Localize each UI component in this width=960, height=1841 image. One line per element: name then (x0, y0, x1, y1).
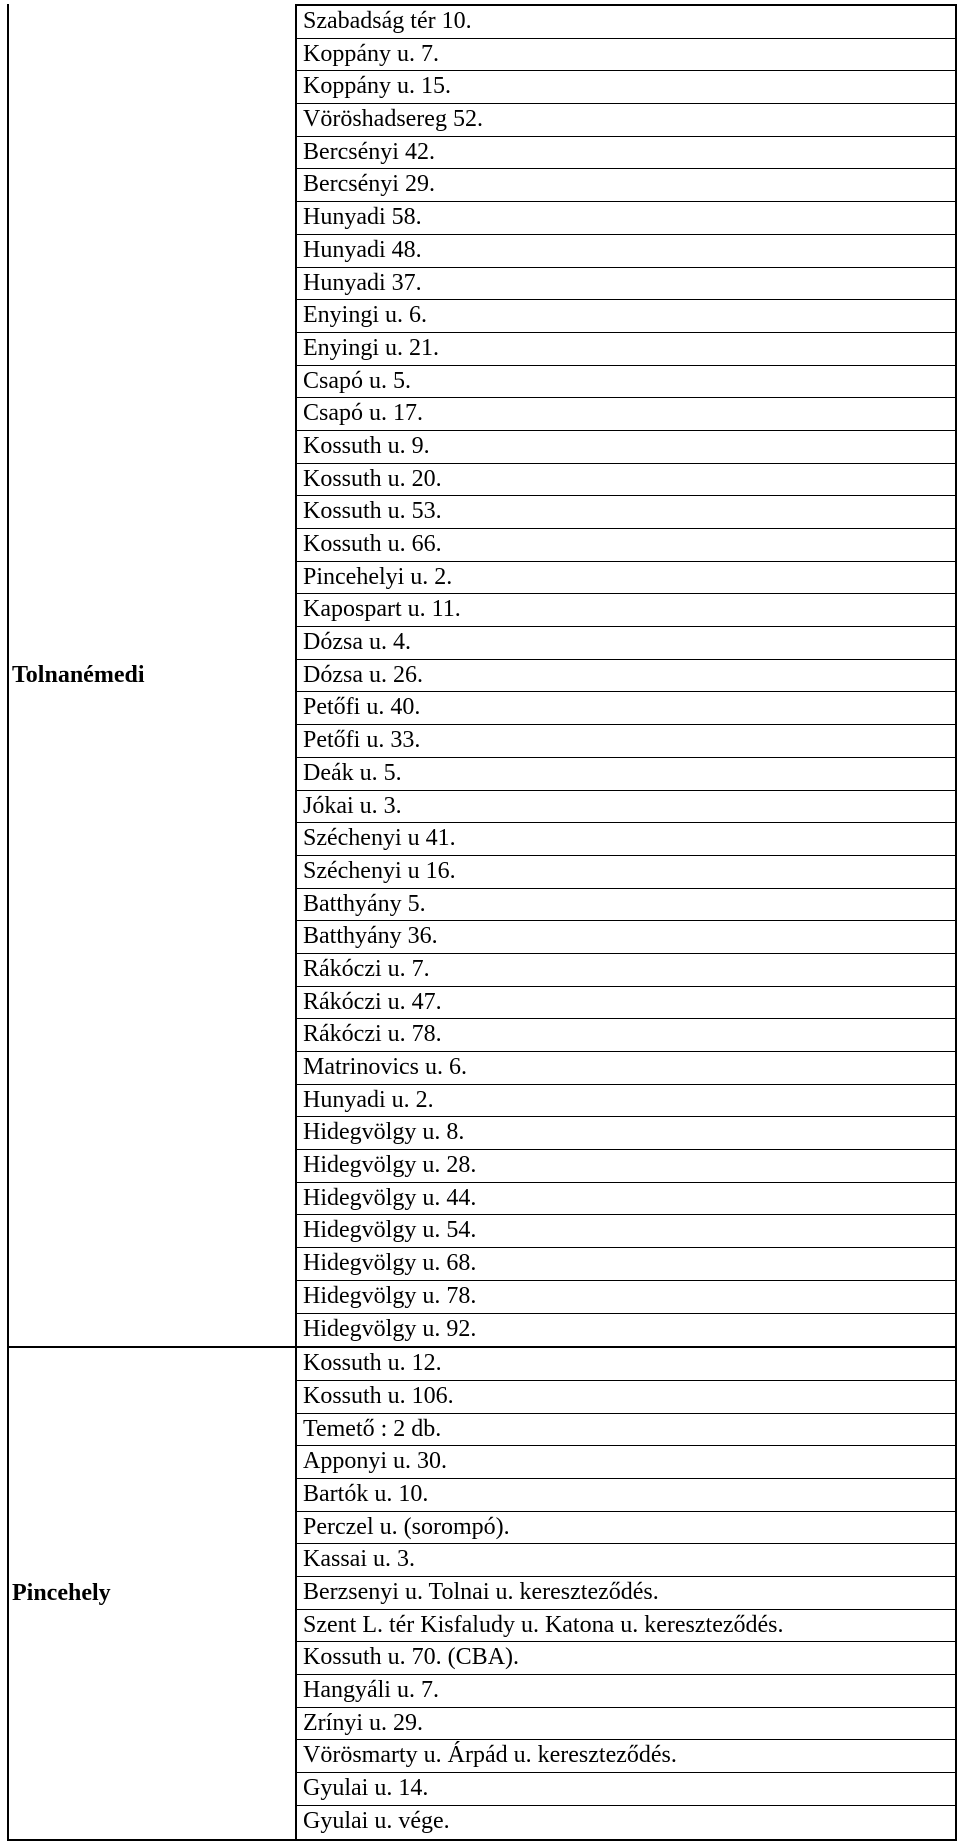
address-cell: Hunyadi u. 2. (297, 1085, 955, 1118)
address-cell: Temető : 2 db. (297, 1414, 955, 1447)
address-cell: Kossuth u. 12. (297, 1348, 955, 1381)
address-cell: Kossuth u. 70. (CBA). (297, 1642, 955, 1675)
address-cell: Berzsenyi u. Tolnai u. kereszteződés. (297, 1577, 955, 1610)
address-cell: Rákóczi u. 47. (297, 987, 955, 1020)
address-list (297, 1348, 957, 1838)
address-cell: Kapospart u. 11. (297, 594, 955, 627)
address-cell: Hidegvölgy u. 44. (297, 1183, 955, 1216)
address-cell: Deák u. 5. (297, 758, 955, 791)
address-cell: Hunyadi 58. (297, 202, 955, 235)
address-cell: Hidegvölgy u. 78. (297, 1281, 955, 1314)
address-cell: Kossuth u. 9. (297, 431, 955, 464)
settlement-name: Tolnanémedi (7, 4, 297, 1346)
address-cell: Bartók u. 10. (297, 1479, 955, 1512)
address-cell: Szent L. tér Kisfaludy u. Katona u. kereszteződés. (297, 1610, 955, 1643)
address-cell: Széchenyi u 16. (297, 856, 955, 889)
address-cell: Kossuth u. 20. (297, 464, 955, 497)
address-cell: Kossuth u. 53. (297, 496, 955, 529)
settlement-name: Pincehely (7, 1348, 297, 1838)
group-pincehely (7, 1348, 957, 1840)
address-cell: Koppány u. 15. (297, 71, 955, 104)
address-cell: Bercsényi 29. (297, 169, 955, 202)
address-cell: Hidegvölgy u. 92. (303, 1315, 477, 1342)
address-cell: Matrinovics u. 6. (297, 1052, 955, 1085)
address-cell: Pincehelyi u. 2. (297, 562, 955, 595)
address-cell: Csapó u. 17. (297, 398, 955, 431)
address-cell: Zrínyi u. 29. (297, 1708, 955, 1741)
address-cell: Gyulai u. 14. (297, 1773, 955, 1806)
address-cell: Kossuth u. 106. (297, 1381, 955, 1414)
address-cell: Hidegvölgy u. 54. (297, 1215, 955, 1248)
address-cell: Szabadság tér 10. (297, 6, 955, 39)
address-cell: Koppány u. 7. (297, 39, 955, 72)
address-cell: Rákóczi u. 78. (297, 1019, 955, 1052)
address-cell: Perczel u. (sorompó). (297, 1512, 955, 1545)
address-cell: Dózsa u. 26. (297, 660, 955, 693)
address-cell: Hangyáli u. 7. (297, 1675, 955, 1708)
address-cell: Széchenyi u 41. (297, 823, 955, 856)
address-cell: Petőfi u. 40. (297, 692, 955, 725)
address-cell: Vörösmarty u. Árpád u. kereszteződés. (297, 1740, 955, 1773)
address-cell: Hunyadi 48. (297, 235, 955, 268)
address-cell: Rákóczi u. 7. (297, 954, 955, 987)
address-cell: Hidegvölgy u. 68. (297, 1248, 955, 1281)
address-cell: Apponyi u. 30. (297, 1446, 955, 1479)
address-table (7, 4, 957, 1841)
address-cell: Batthyány 36. (297, 921, 955, 954)
address-cell: Dózsa u. 4. (297, 627, 955, 660)
address-cell: Vöröshadsereg 52. (297, 104, 955, 137)
address-cell: Kassai u. 3. (297, 1544, 955, 1577)
address-cell: Hunyadi 37. (297, 268, 955, 301)
address-cell: Kossuth u. 66. (297, 529, 955, 562)
address-cell: Hidegvölgy u. 28. (297, 1150, 955, 1183)
address-cell: Batthyány 5. (297, 889, 955, 922)
address-cell: Csapó u. 5. (297, 366, 955, 399)
address-cell: Gyulai u. vége. (303, 1807, 450, 1834)
address-cell: Bercsényi 42. (297, 137, 955, 170)
address-cell: Jókai u. 3. (297, 791, 955, 824)
group-tolnanemedi (7, 4, 957, 1348)
address-cell: Enyingi u. 6. (297, 300, 955, 333)
address-cell: Enyingi u. 21. (297, 333, 955, 366)
address-cell: Petőfi u. 33. (297, 725, 955, 758)
address-cell: Hidegvölgy u. 8. (297, 1117, 955, 1150)
address-list (297, 4, 957, 1346)
